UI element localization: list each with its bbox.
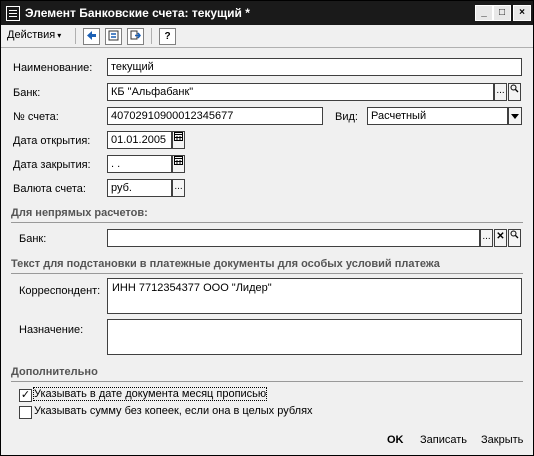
- search-icon[interactable]: [508, 229, 521, 247]
- ok-button[interactable]: OK: [387, 434, 404, 446]
- refresh-icon[interactable]: [105, 28, 122, 45]
- help-icon[interactable]: ?: [159, 28, 176, 45]
- sum-without-kopecks-checkbox[interactable]: [19, 406, 32, 419]
- month-in-words-checkbox[interactable]: ✓: [20, 389, 31, 401]
- minimize-button[interactable]: _: [475, 5, 493, 21]
- bank-select-button[interactable]: ...: [494, 83, 507, 101]
- transfer-right-icon[interactable]: [127, 28, 144, 45]
- close-form-button[interactable]: Закрыть: [481, 434, 524, 446]
- name-input[interactable]: текущий: [107, 58, 522, 76]
- save-button[interactable]: Записать: [420, 434, 468, 446]
- divider: [11, 222, 523, 223]
- open-date-input[interactable]: 01.01.2005: [107, 131, 172, 149]
- kind-dropdown-button[interactable]: [508, 107, 522, 125]
- correspondent-textarea[interactable]: ИНН 7712354377 ООО "Лидер": [107, 278, 522, 314]
- month-in-words-label[interactable]: Указывать в дате документа месяц прописью: [34, 388, 267, 400]
- indirect-bank-input[interactable]: [107, 229, 480, 247]
- toolbar-separator: [75, 28, 76, 44]
- sum-without-kopecks-label[interactable]: Указывать сумму без копеек, если она в целых рублях: [34, 405, 313, 417]
- additional-section-title: Дополнительно: [11, 366, 98, 378]
- window-title: Элемент Банковские счета: текущий *: [25, 6, 250, 20]
- actions-menu[interactable]: [7, 29, 61, 41]
- close-date-input[interactable]: . .: [107, 155, 172, 173]
- bank-label: Банк:: [13, 87, 41, 99]
- bank-input[interactable]: КБ "Альфабанк": [107, 83, 494, 101]
- purpose-textarea[interactable]: [107, 319, 522, 355]
- actions-label: Действия: [7, 29, 56, 41]
- correspondent-label: Корреспондент:: [19, 285, 101, 297]
- divider: [11, 381, 523, 382]
- toolbar: [1, 25, 533, 48]
- indirect-bank-select-button[interactable]: ...: [480, 229, 493, 247]
- indirect-bank-label: Банк:: [19, 233, 47, 245]
- calendar-icon[interactable]: [172, 155, 185, 173]
- dropdown-arrow-icon: ▾: [57, 31, 62, 40]
- close-button[interactable]: ×: [513, 5, 531, 21]
- currency-label: Валюта счета:: [13, 183, 86, 195]
- currency-select-button[interactable]: ...: [172, 179, 185, 197]
- payment-text-section-title: Текст для подстановки в платежные документы для особых условий платежа: [11, 258, 440, 270]
- close-date-label: Дата закрытия:: [13, 159, 91, 171]
- divider: [11, 273, 523, 274]
- search-icon[interactable]: [508, 83, 521, 101]
- open-date-label: Дата открытия:: [13, 135, 91, 147]
- kind-select[interactable]: Расчетный: [367, 107, 508, 125]
- purpose-label: Назначение:: [19, 324, 84, 336]
- name-label: Наименование:: [13, 62, 93, 74]
- kind-label: Вид:: [335, 111, 358, 123]
- indirect-section-title: Для непрямых расчетов:: [11, 207, 148, 219]
- maximize-button[interactable]: □: [493, 5, 511, 21]
- transfer-left-icon[interactable]: [83, 28, 100, 45]
- form-icon: [6, 6, 20, 21]
- toolbar-separator: [151, 28, 152, 44]
- title-bar: [1, 1, 533, 25]
- account-number-label: № счета:: [13, 111, 59, 123]
- clear-icon[interactable]: ✕: [494, 229, 507, 247]
- calendar-icon[interactable]: [172, 131, 185, 149]
- currency-input[interactable]: руб.: [107, 179, 172, 197]
- chevron-down-icon: [511, 114, 519, 119]
- account-number-input[interactable]: 40702910900012345677: [107, 107, 323, 125]
